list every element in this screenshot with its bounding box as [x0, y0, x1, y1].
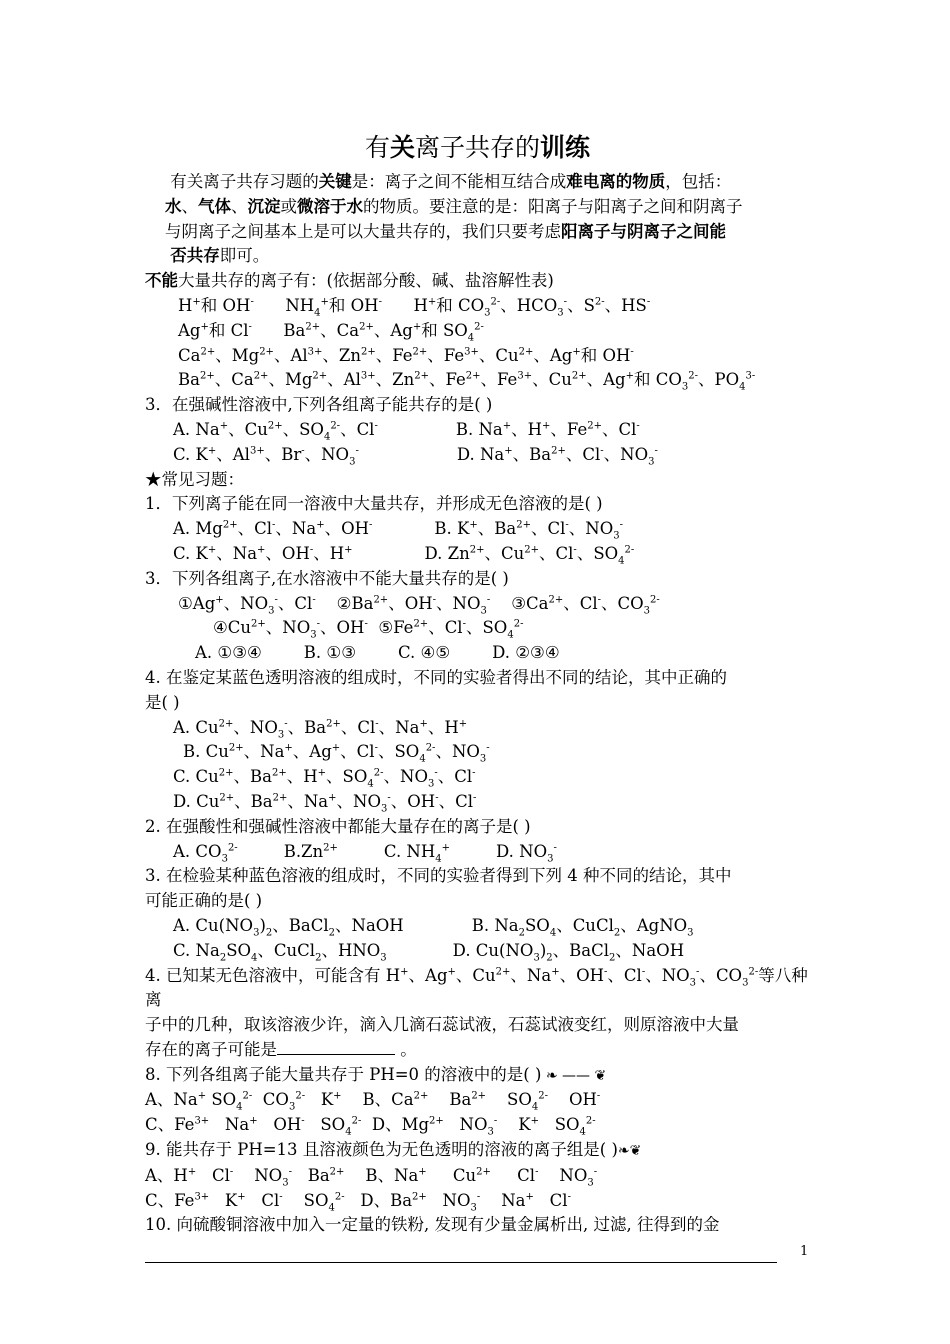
answer-blank[interactable]	[277, 1040, 395, 1055]
cannot-coexist-heading: 不能大量共存的离子有：(依据部分酸、碱、盐溶解性表)	[145, 271, 554, 291]
question-options: A. ①③④ B. ①③ C. ④⑤ D. ②③④	[195, 643, 560, 663]
question-stem: 1．下列离子能在同一溶液中大量共存，并形成无色溶液的是( )	[145, 494, 603, 514]
question-option: A. $Cu^{2+}$、$NO_3^-$、$Ba^{2+}$、Cl-、Na+、H+	[173, 717, 468, 740]
ion-pair-line: Ag+和 Cl- $Ba^{2+}$、$Ca^{2+}$、Ag+和 $SO_4^{2-}$	[178, 320, 484, 344]
question-option: D. $Cu^{2+}$、$Ba^{2+}$、Na+、$NO_3^-$、OH-、Cl-	[173, 791, 477, 815]
question-stem: 8. 下列各组离子能大量共存于 PH=0 的溶液中的是( ) ❧ —— ❦	[145, 1064, 607, 1084]
question-options: C. K+、$Al^{3+}$、Br-、$NO_3^-$ D. Na+、$Ba^{2+}$、Cl-、$NO_3^-$	[173, 444, 658, 468]
ornament-icon: ❧❦	[617, 1143, 642, 1160]
question-stem: 4. 在鉴定某蓝色透明溶液的组成时，不同的实验者得出不同的结论，其中正确的 是( )	[145, 667, 727, 712]
question-options: ①Ag+、$NO_3^-$、Cl- $②Ba^{2+}$、OH-、$NO_3^-$ $③Ca^{2+}$、Cl-、$CO_3^{2-}$	[178, 593, 660, 616]
footer-divider	[145, 1262, 777, 1263]
section-heading: ★常见习题：	[145, 469, 244, 489]
intro-paragraph: 有关离子共存习题的关键是：离子之间不能相互结合成难电离的物质，包括： 水、气体、沉淀或微溶于水的物质。要注意的是：阳离子与阳离子之间和阴离子 与阴离子之间基本上是可以大量共存的，我们只要考虑阳离子与阴离子之间能 否共存即可。	[165, 172, 743, 266]
question-options: A. $CO_3^{2-}$ $B.Zn^{2+}$ C. $NH_4^+$ D. $NO_3^-$	[173, 841, 557, 864]
question-stem: 10. 向硫酸铜溶液中加入一定量的铁粉, 发现有少量金属析出, 过滤, 往得到的金	[145, 1215, 720, 1235]
question-options: A、H+ Cl- $NO_3^-$ $Ba^{2+}$ B、Na+ $Cu^{2+}$ Cl- $NO_3^-$	[145, 1165, 598, 1189]
question-options: A. $Cu(NO_3)_2$、BaCl$_2$、NaOH B. $Na_2SO_4$、CuCl$_2$、AgNO$_3$	[173, 915, 694, 939]
question-stem: 3. 在检验某种蓝色溶液的组成时，不同的实验者得到下列 4 种不同的结论，其中 可能正确的是( )	[145, 866, 732, 911]
ion-pair-line: $Ca^{2+}$、$Mg^{2+}$、$Al^{3+}$、$Zn^{2+}$、$Fe^{2+}$、$Fe^{3+}$、$Cu^{2+}$、Ag+和 OH-	[178, 345, 634, 365]
question-options: A. Na+、$Cu^{2+}$、$SO_4^{2-}$、Cl- B. Na+、H+、$Fe^{2+}$、Cl-	[173, 419, 640, 443]
page-title: 有关离子共存的训练	[364, 133, 591, 162]
page-number: 1	[800, 1244, 809, 1259]
question-options: C、$Fe^{3+}$ Na+ OH- $SO_4^{2-}$ D、$Mg^{2+}$ $NO_3^-$ K+ $SO_4^{2-}$	[145, 1115, 596, 1138]
ion-pair-line: H+和 OH- $NH_4^+$和 OH- H+和 $CO_3^{2-}$、$HCO_3^-$、$S^{2-}$、HS-	[178, 295, 651, 319]
question-options: A. $Mg^{2+}$、Cl-、Na+、OH- B. K+、$Ba^{2+}$、Cl-、$NO_3^-$	[173, 519, 623, 542]
question-options: C、$Fe^{3+}$ K+ Cl- $SO_4^{2-}$ D、$Ba^{2+}$ $NO_3^-$ Na+ Cl-	[145, 1190, 571, 1213]
question-stem: 2. 在强酸性和强碱性溶液中都能大量存在的离子是( )	[145, 816, 531, 836]
ornament-icon: ❧ —— ❦	[541, 1067, 607, 1084]
question-options: C. K+、Na+、OH-、H+ D. $Zn^{2+}$、$Cu^{2+}$、Cl-、$SO_4^{2-}$	[173, 543, 635, 567]
question-stem: 3．在强碱性溶液中,下列各组离子能共存的是( )	[145, 395, 493, 415]
question-option: C. $Cu^{2+}$、$Ba^{2+}$、H+、$SO_4^{2-}$、$NO_3^-$、Cl-	[173, 767, 476, 790]
question-options: A、Na+ $SO_4^{2-}$ $CO_3^{2-}$ K+ B、$Ca^{2+}$ $Ba^{2+}$ $SO_4^{2-}$ OH-	[145, 1090, 601, 1113]
question-options: C. $Na_2SO_4$、CuCl$_2$、$HNO_3$ D. $Cu(NO_3)_2$、BaCl$_2$、NaOH	[173, 940, 685, 963]
ion-pair-line: $Ba^{2+}$、$Ca^{2+}$、$Mg^{2+}$、$Al^{3+}$、$Zn^{2+}$、$Fe^{2+}$、$Fe^{3+}$、$Cu^{2+}$、Ag+和 $CO_3^{2-}$、$PO_4^{3-}$	[178, 370, 756, 393]
question-option: B. $Cu^{2+}$、Na+、Ag+、Cl-、$SO_4^{2-}$、$NO_3^-$	[183, 742, 490, 765]
question-stem: 9. 能共存于 PH=13 且溶液颜色为无色透明的溶液的离子组是( )❧❦	[145, 1140, 642, 1160]
question-options: $④Cu^{2+}$、$NO_3^-$、OH- $⑤Fe^{2+}$、Cl-、$SO_4^{2-}$	[213, 618, 524, 641]
question-stem: 4. 已知某无色溶液中，可能含有 H+、Ag+、$Cu^{2+}$、Na+、OH-、Cl-、$NO_3^-$、$CO_3^{2-}$等八种离 子中的几种，取该溶液少许，滴入几滴石蕊试液，石蕊试液变红，则原溶液中大量 存在的离子可能是 。	[145, 965, 808, 1059]
document-page	[145, 128, 810, 1238]
question-stem: 3．下列各组离子,在水溶液中不能大量共存的是( )	[145, 568, 509, 588]
